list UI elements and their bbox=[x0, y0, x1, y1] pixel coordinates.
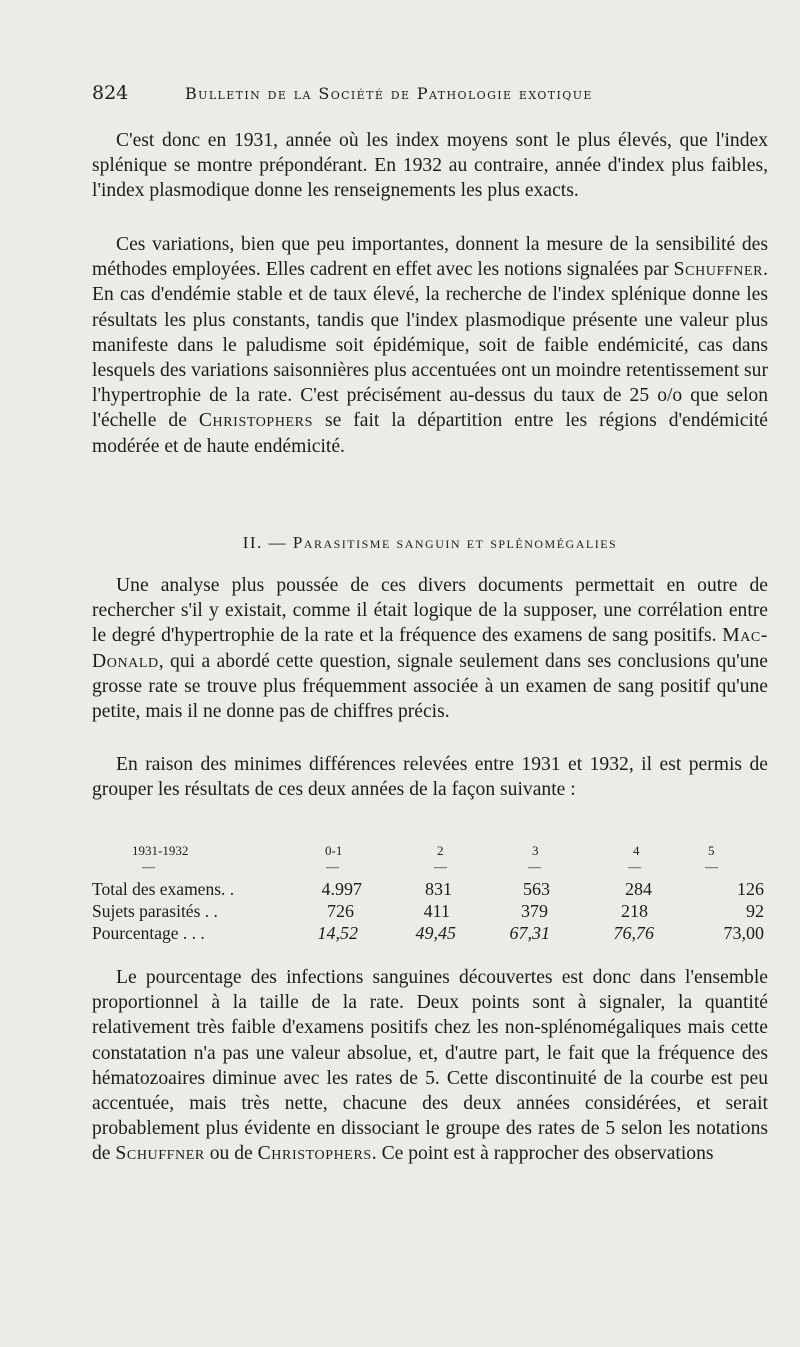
table-dash: — bbox=[628, 859, 641, 874]
table-column-header: 5 bbox=[708, 843, 715, 858]
table-corner-label: 1931-1932 bbox=[132, 843, 189, 858]
table-dash: — bbox=[326, 859, 339, 874]
table-column-header: 3 bbox=[532, 843, 539, 858]
table-cell: 284 bbox=[625, 879, 652, 899]
author-name: Schuffner bbox=[673, 259, 764, 281]
paragraph-5 bbox=[92, 965, 768, 1167]
section-number: II. bbox=[242, 533, 263, 552]
table-cell: 726 bbox=[327, 901, 354, 921]
table-row-label: Sujets parasités . . bbox=[92, 901, 218, 921]
paragraph-4 bbox=[92, 752, 768, 802]
paragraph-4-text: En raison des minimes différences relevées entre 1931 et 1932, il est permis de grouper les résultats de ces deux années de la façon suivante : bbox=[92, 754, 768, 801]
table-column-header: 4 bbox=[633, 843, 640, 858]
table-cell: 92 bbox=[746, 901, 764, 921]
table-row-label: Total des examens. . bbox=[92, 879, 235, 899]
section-heading bbox=[92, 533, 768, 553]
section-dash: — bbox=[268, 533, 288, 552]
paragraph-3 bbox=[92, 573, 768, 724]
table-cell: 4.997 bbox=[321, 879, 362, 899]
paragraph-5-text: ou de bbox=[204, 1143, 258, 1165]
table-cell: 563 bbox=[523, 879, 550, 899]
paragraph-3-text: , qui a abordé cette question, signale seulement dans ses conclusions qu'une grosse rate se trouve plus fréquemment associée à un examen de sang positif qu'une petite, mais il ne donne pas de chiffres précis. bbox=[92, 650, 768, 723]
paragraph-2-text: se fait la départition entre les régions d'endémicité modérée et de haute endémicité. bbox=[92, 410, 768, 457]
table-dash: — bbox=[434, 859, 447, 874]
table-row-label: Pourcentage . . . bbox=[92, 923, 205, 943]
author-name: Schuffner bbox=[115, 1143, 205, 1165]
paragraph-2 bbox=[92, 232, 768, 459]
data-table bbox=[92, 843, 772, 953]
table-cell: 76,76 bbox=[613, 923, 654, 943]
table-column-header: 0-1 bbox=[325, 843, 343, 858]
section-title: Parasitisme sanguin et splénomégalies bbox=[292, 533, 618, 552]
table-cell: 126 bbox=[737, 879, 764, 899]
table-column-header: 2 bbox=[437, 843, 444, 858]
paragraph-5-text: Le pourcentage des infections sanguines découvertes est donc dans l'ensemble proportionnel à la taille de la rate. Deux points sont à signaler, la quantité relativement très faible d'examens positifs chez les non-splénomégaliques mais cette constatation n'a pas une valeur absolue, et, d'autre part, le fait que la fréquence des hématozoaires diminue avec les rates de 5. Cette discontinuité de la courbe est peu accentuée, mais très nette, chacune des deux années considérées, et serait probablement plus évidente en dissociant le groupe des rates de 5 selon les notations de bbox=[92, 967, 768, 1165]
table-cell: 49,45 bbox=[415, 923, 456, 943]
page-number: 824 bbox=[92, 82, 129, 104]
author-name: Mac-Donald bbox=[92, 625, 768, 672]
table-cell: 67,31 bbox=[509, 923, 550, 943]
paragraph-2-text: . En cas d'endémie stable et de taux élevé, la recherche de l'index splénique donne les résultats les plus constants, tandis que l'index plasmodique présente une valeur plus manifeste dans le paludisme soit épidémique, soit de faible endémicité, cas dans lesquels des variations saisonnières plus accentuées ont un moindre retentissement sur l'hypertrophie de la rate. C'est précisément au-dessus du taux de 25 o/o que selon l'échelle de bbox=[92, 259, 768, 432]
table-dash: — bbox=[528, 859, 541, 874]
paragraph-5-text: . Ce point est à rapprocher des observations bbox=[371, 1143, 714, 1165]
paragraph-3-text: Une analyse plus poussée de ces divers documents permettait en outre de rechercher s'il y existait, comme il était logique de la supposer, une corrélation entre le degré d'hypertrophie de la rate et la fréquence des examens de sang positifs. bbox=[92, 575, 768, 647]
author-name: Christophers bbox=[198, 410, 314, 432]
table-cell: 831 bbox=[425, 879, 452, 899]
table-dash: — bbox=[142, 859, 155, 874]
table-cell: 14,52 bbox=[317, 923, 358, 943]
paragraph-1 bbox=[92, 128, 768, 204]
paragraph-2-text: Ces variations, bien que peu importantes, donnent la mesure de la sensibilité des méthodes employées. Elles cadrent en effet avec les notions signalées par bbox=[92, 234, 768, 281]
table-cell: 218 bbox=[621, 901, 648, 921]
author-name: Christophers bbox=[257, 1143, 372, 1165]
paragraph-1-text: C'est donc en 1931, année où les index moyens sont le plus élevés, que l'index splénique se montre prépondérant. En 1932 au contraire, année d'index plus faibles, l'index plasmodique donne les renseignements les plus exacts. bbox=[92, 130, 768, 202]
table-dash: — bbox=[705, 859, 718, 874]
table-cell: 411 bbox=[423, 901, 450, 921]
journal-title: Bulletin de la Société de Pathologie exotique bbox=[185, 84, 593, 103]
table-cell: 73,00 bbox=[723, 923, 764, 943]
table-cell: 379 bbox=[521, 901, 548, 921]
running-head bbox=[92, 82, 772, 108]
